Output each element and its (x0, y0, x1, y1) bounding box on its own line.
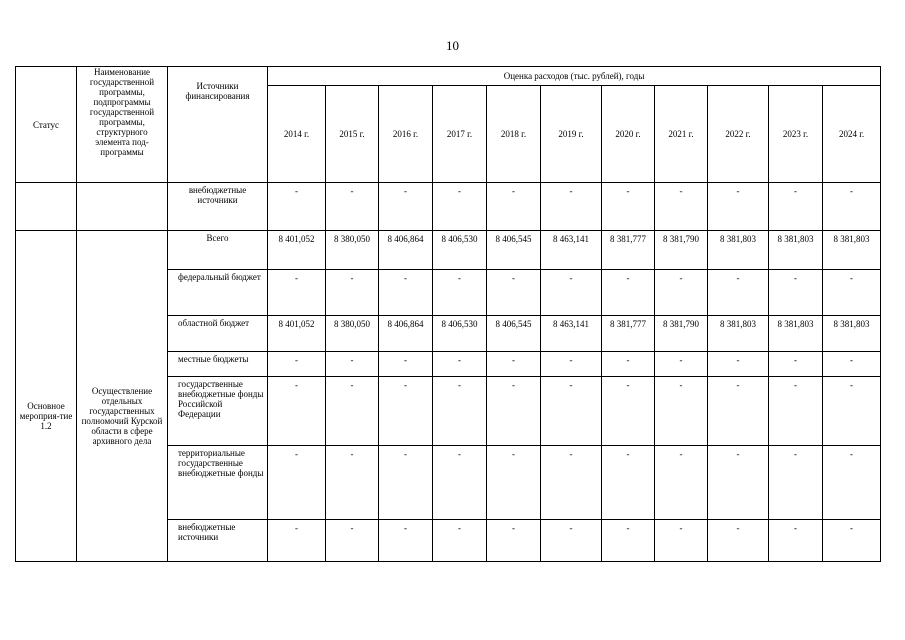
value-cell: - (708, 183, 769, 231)
value-cell: - (541, 520, 602, 562)
header-row-1 (16, 67, 881, 86)
event-status: Основное мероприя-тие 1.2 (16, 231, 77, 562)
value-cell: - (268, 270, 326, 316)
value-cell: - (655, 352, 708, 377)
value-cell: - (708, 520, 769, 562)
value-cell: 8 380,050 (326, 231, 379, 270)
value-cell: - (655, 520, 708, 562)
header-year: 2014 г. (268, 86, 326, 183)
value-cell: - (769, 183, 823, 231)
source-label: территориальные государственные внебюджетные фонды (168, 446, 268, 520)
value-cell: - (326, 446, 379, 520)
source-label: внебюджетные источники (168, 520, 268, 562)
value-cell: - (379, 520, 433, 562)
value-cell: - (708, 377, 769, 446)
value-cell: - (379, 377, 433, 446)
value-cell: - (602, 446, 655, 520)
value-cell: - (655, 270, 708, 316)
value-cell: - (433, 270, 487, 316)
value-cell: - (326, 270, 379, 316)
value-cell: - (541, 352, 602, 377)
value-cell: 8 406,864 (379, 231, 433, 270)
value-cell: 8 381,777 (602, 231, 655, 270)
table-row (16, 183, 881, 231)
value-cell: - (655, 183, 708, 231)
value-cell: - (487, 520, 541, 562)
empty-name-cell (77, 183, 168, 231)
value-cell: 8 381,790 (655, 231, 708, 270)
value-cell: 8 406,545 (487, 316, 541, 352)
value-cell: - (823, 352, 881, 377)
value-cell: 8 381,803 (769, 231, 823, 270)
value-cell: 8 381,803 (769, 316, 823, 352)
value-cell: - (769, 520, 823, 562)
value-cell: - (268, 377, 326, 446)
value-cell: 8 463,141 (541, 316, 602, 352)
value-cell: - (487, 183, 541, 231)
value-cell: - (655, 446, 708, 520)
value-cell: - (541, 270, 602, 316)
value-cell: - (433, 446, 487, 520)
value-cell: - (769, 377, 823, 446)
value-cell: 8 401,052 (268, 231, 326, 270)
value-cell: 8 381,803 (823, 316, 881, 352)
empty-status-cell (16, 183, 77, 231)
value-cell: 8 406,864 (379, 316, 433, 352)
value-cell: - (602, 520, 655, 562)
value-cell: - (769, 446, 823, 520)
value-cell: - (433, 183, 487, 231)
value-cell: - (602, 377, 655, 446)
value-cell: 8 406,545 (487, 231, 541, 270)
value-cell: - (268, 352, 326, 377)
value-cell: - (823, 446, 881, 520)
value-cell: - (487, 377, 541, 446)
source-label: местные бюджеты (168, 352, 268, 377)
value-cell: 8 401,052 (268, 316, 326, 352)
value-cell: - (379, 446, 433, 520)
value-cell: 8 381,777 (602, 316, 655, 352)
value-cell: - (541, 377, 602, 446)
header-year: 2024 г. (823, 86, 881, 183)
source-label: внебюджетные источники (168, 183, 268, 231)
header-program-name: Наименование государственной программы, подпрограммы государственной программы, структурного элемента под-программы (77, 67, 168, 183)
value-cell: - (379, 183, 433, 231)
value-cell: - (823, 377, 881, 446)
value-cell: 8 381,803 (823, 231, 881, 270)
header-year: 2017 г. (433, 86, 487, 183)
page-number: 10 (446, 38, 459, 53)
header-year: 2019 г. (541, 86, 602, 183)
value-cell: - (326, 377, 379, 446)
value-cell: - (541, 183, 602, 231)
source-label: государственные внебюджетные фонды Российской Федерации (168, 377, 268, 446)
value-cell: - (602, 183, 655, 231)
value-cell: - (769, 270, 823, 316)
value-cell: - (823, 520, 881, 562)
header-estimate: Оценка расходов (тыс. рублей), годы (268, 67, 881, 86)
value-cell: 8 406,530 (433, 231, 487, 270)
header-year: 2021 г. (655, 86, 708, 183)
value-cell: - (602, 352, 655, 377)
value-cell: - (433, 520, 487, 562)
value-cell: 8 463,141 (541, 231, 602, 270)
header-year: 2018 г. (487, 86, 541, 183)
header-year: 2023 г. (769, 86, 823, 183)
value-cell: - (541, 446, 602, 520)
value-cell: - (379, 270, 433, 316)
value-cell: - (708, 352, 769, 377)
header-year: 2016 г. (379, 86, 433, 183)
value-cell: - (326, 520, 379, 562)
value-cell: - (708, 446, 769, 520)
value-cell: - (433, 377, 487, 446)
event-name: Осуществление отдельных государственных полномочий Курской области в сфере архивного дела (77, 231, 168, 562)
value-cell: - (602, 270, 655, 316)
header-status: Статус (16, 67, 77, 183)
expense-table (15, 66, 881, 562)
value-cell: - (326, 352, 379, 377)
value-cell: - (268, 183, 326, 231)
value-cell: 8 380,050 (326, 316, 379, 352)
value-cell: 8 381,790 (655, 316, 708, 352)
table-row (16, 231, 881, 270)
value-cell: - (823, 183, 881, 231)
header-year: 2020 г. (602, 86, 655, 183)
value-cell: 8 406,530 (433, 316, 487, 352)
source-label: Всего (168, 231, 268, 270)
source-label: областной бюджет (168, 316, 268, 352)
value-cell: - (487, 270, 541, 316)
header-year: 2015 г. (326, 86, 379, 183)
value-cell: - (769, 352, 823, 377)
value-cell: - (326, 183, 379, 231)
value-cell: - (433, 352, 487, 377)
value-cell: 8 381,803 (708, 316, 769, 352)
value-cell: - (708, 270, 769, 316)
source-label: федеральный бюджет (168, 270, 268, 316)
value-cell: 8 381,803 (708, 231, 769, 270)
value-cell: - (379, 352, 433, 377)
value-cell: - (487, 446, 541, 520)
value-cell: - (268, 446, 326, 520)
header-sources: Источники финансирования (168, 67, 268, 183)
value-cell: - (268, 520, 326, 562)
value-cell: - (823, 270, 881, 316)
value-cell: - (655, 377, 708, 446)
value-cell: - (487, 352, 541, 377)
header-year: 2022 г. (708, 86, 769, 183)
